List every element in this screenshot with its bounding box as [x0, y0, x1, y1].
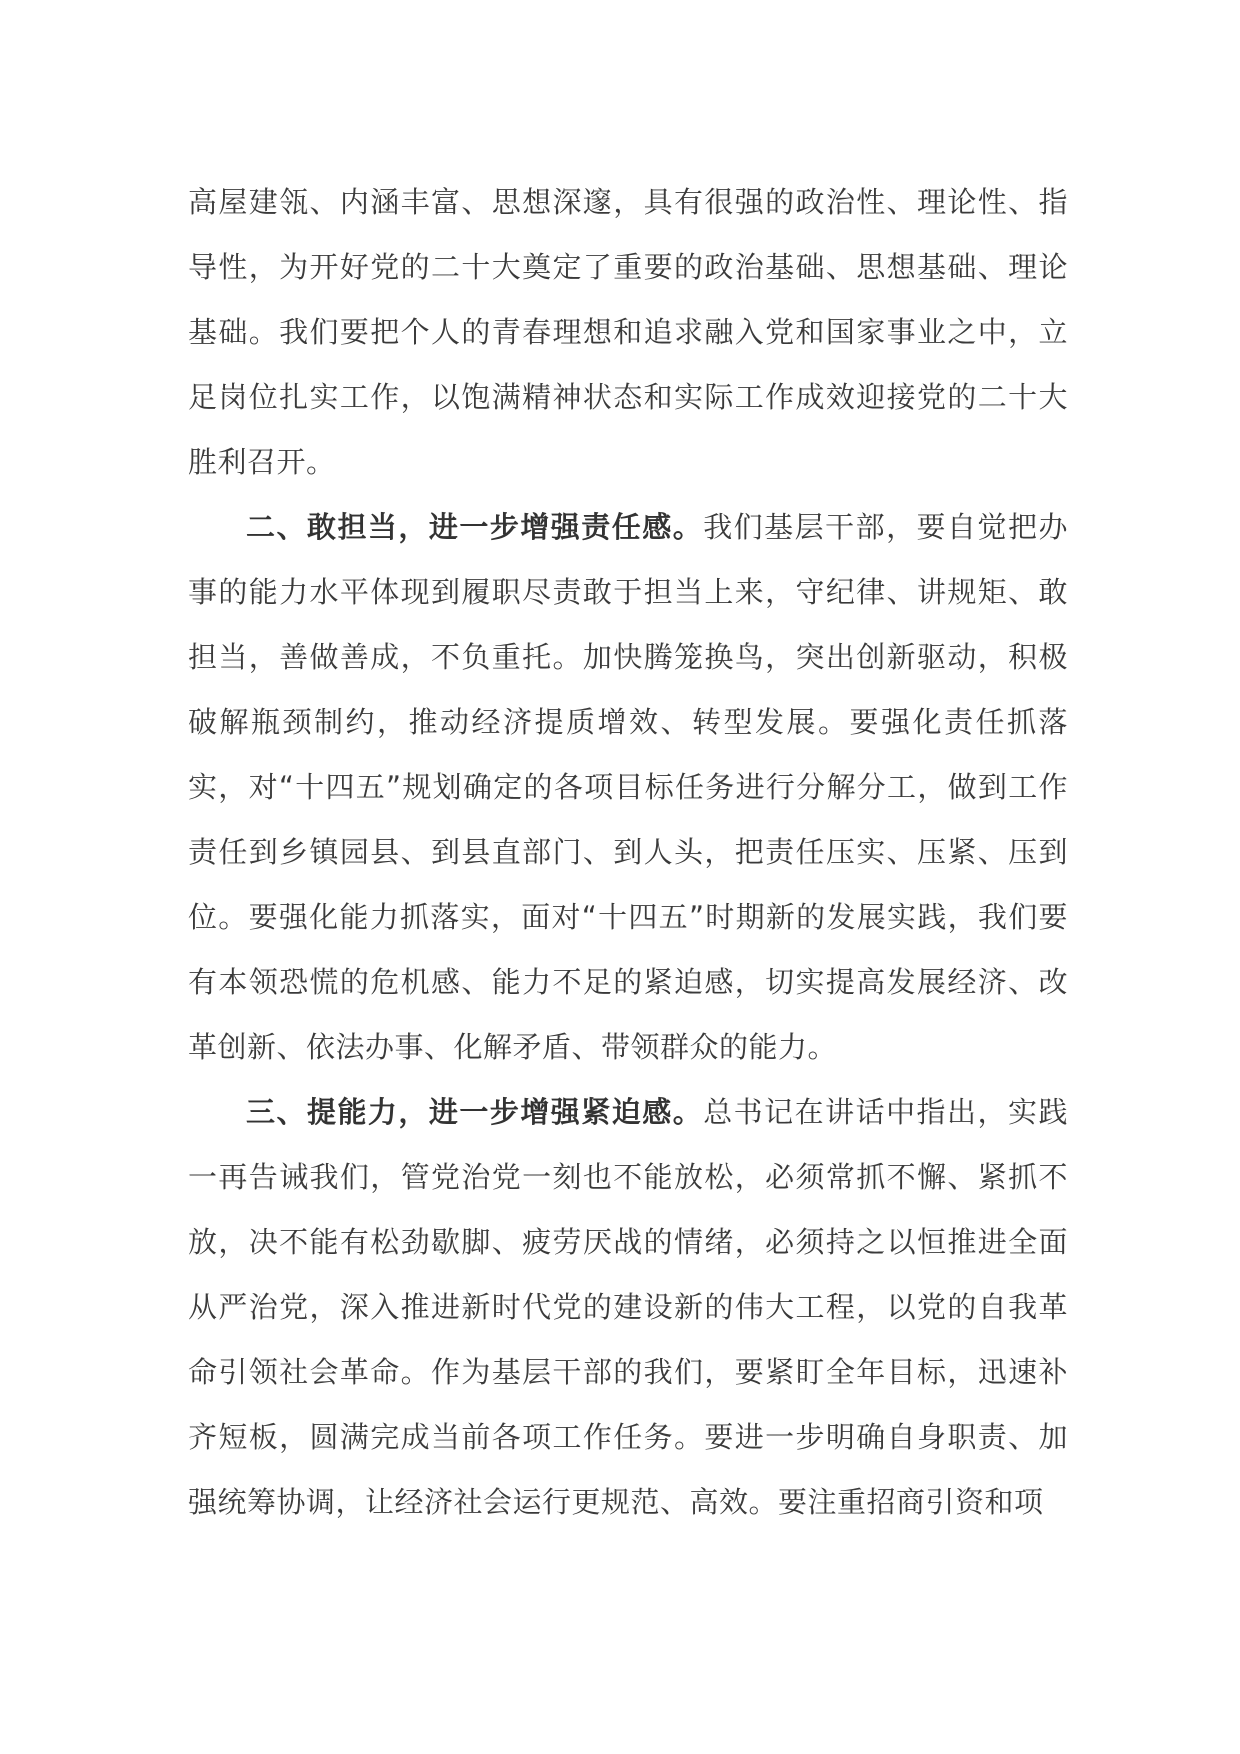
paragraph-text: 我们基层干部，要自觉把办事的能力水平体现到履职尽责敢于担当上来，守纪律、讲规矩、敢担当，善做善成，不负重托。加快腾笼换鸟，突出创新驱动，积极破解瓶颈制约，推动经济提质增效、转型发展。要强化责任抓落实，对“十四五”规划确定的各项目标任务进行分解分工，做到工作责任到乡镇园县、到县直部门、到人头，把责任压实、压紧、压到位。要强化能力抓落实，面对“十四五”时期新的发展实践，我们要有本领恐慌的危机感、能力不足的紧迫感，切实提高发展经济、改革创新、依法办事、化解矛盾、带领群众的能力。	[188, 510, 1068, 1064]
document-body	[188, 170, 1068, 1535]
paragraph-text: 总书记在讲话中指出，实践一再告诫我们，管党治党一刻也不能放松，必须常抓不懈、紧抓不放，决不能有松劲歇脚、疲劳厌战的情绪，必须持之以恒推进全面从严治党，深入推进新时代党的建设新的伟大工程，以党的自我革命引领社会革命。作为基层干部的我们，要紧盯全年目标，迅速补齐短板，圆满完成当前各项工作任务。要进一步明确自身职责、加强统筹协调，让经济社会运行更规范、高效。要注重招商引资和项	[188, 1095, 1068, 1519]
section-heading: 二、敢担当，进一步增强责任感。	[246, 510, 704, 544]
paragraph-section-two	[188, 495, 1068, 1080]
paragraph-intro	[188, 170, 1068, 495]
section-heading: 三、提能力，进一步增强紧迫感。	[246, 1095, 704, 1129]
paragraph-section-three	[188, 1080, 1068, 1535]
paragraph-text: 高屋建瓴、内涵丰富、思想深邃，具有很强的政治性、理论性、指导性，为开好党的二十大奠定了重要的政治基础、思想基础、理论基础。我们要把个人的青春理想和追求融入党和国家事业之中，立足岗位扎实工作，以饱满精神状态和实际工作成效迎接党的二十大胜利召开。	[188, 185, 1068, 479]
